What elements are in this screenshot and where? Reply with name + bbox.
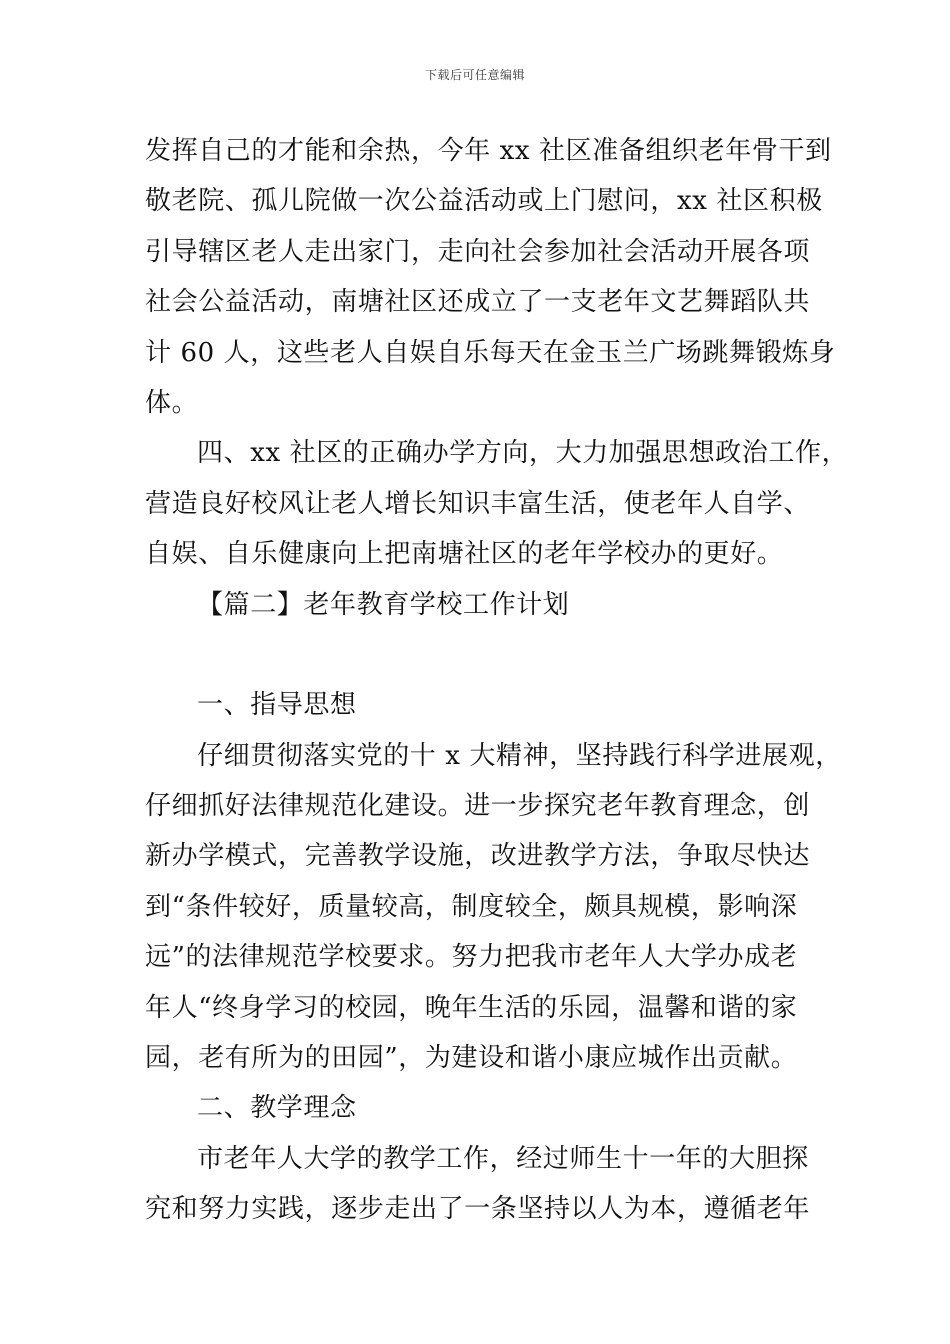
document-body: [145, 126, 849, 1235]
section-title: 【篇二】老年教育学校工作计划: [197, 589, 570, 620]
paragraph-line: 引导辖区老人走出家门，走向社会参加社会活动开展各项: [145, 236, 811, 267]
paragraph-line: 仔细贯彻落实党的十 x 大精神，坚持践行科学进展观，: [197, 740, 842, 771]
paragraph-line: 营造良好校风让老人增长知识丰富生活，使老年人自学、: [145, 488, 811, 519]
section-heading: 二、教学理念: [197, 1093, 357, 1124]
paragraph-line: 计 60 人，这些老人自娱自乐每天在金玉兰广场跳舞锻炼身: [145, 337, 836, 368]
paragraph-line: 仔细抓好法律规范化建设。进一步探究老年教育理念，创: [145, 791, 811, 822]
blank-line: [145, 630, 815, 680]
paragraph-line: 年人“终身学习的校园，晚年生活的乐园，温馨和谐的家: [145, 992, 798, 1023]
paragraph-line: 园，老有所为的田园”，为建设和谐小康应城作出贡献。: [145, 1043, 798, 1074]
header-note: 下载后可任意编辑: [424, 68, 525, 82]
paragraph-line: 敬老院、孤儿院做一次公益活动或上门慰问，xx 社区积极: [145, 186, 823, 217]
paragraph-line: 远”的法律规范学校要求。努力把我市老年人大学办成老: [145, 942, 798, 973]
paragraph-line: 社会公益活动，南塘社区还成立了一支老年文艺舞蹈队共: [145, 287, 811, 318]
paragraph-line: 市老年人大学的教学工作，经过师生十一年的大胆探: [197, 1143, 809, 1174]
paragraph-line: 四、xx 社区的正确办学方向，大力加强思想政治工作，: [197, 438, 849, 469]
paragraph-line: 体。: [145, 387, 199, 418]
paragraph-line: 到“条件较好，质量较高，制度较全，颇具规模，影响深: [145, 891, 798, 922]
paragraph-line: 发挥自己的才能和余热，今年 xx 社区准备组织老年骨干到: [145, 136, 832, 166]
section-heading: 一、指导思想: [197, 690, 357, 721]
paragraph-line: 新办学模式，完善教学设施，改进教学方法，争取尽快达: [145, 841, 811, 872]
paragraph-line: 究和努力实践，逐步走出了一条坚持以人为本，遵循老年: [145, 1194, 811, 1225]
paragraph-line: 自娱、自乐健康向上把南塘社区的老年学校办的更好。: [145, 539, 784, 570]
